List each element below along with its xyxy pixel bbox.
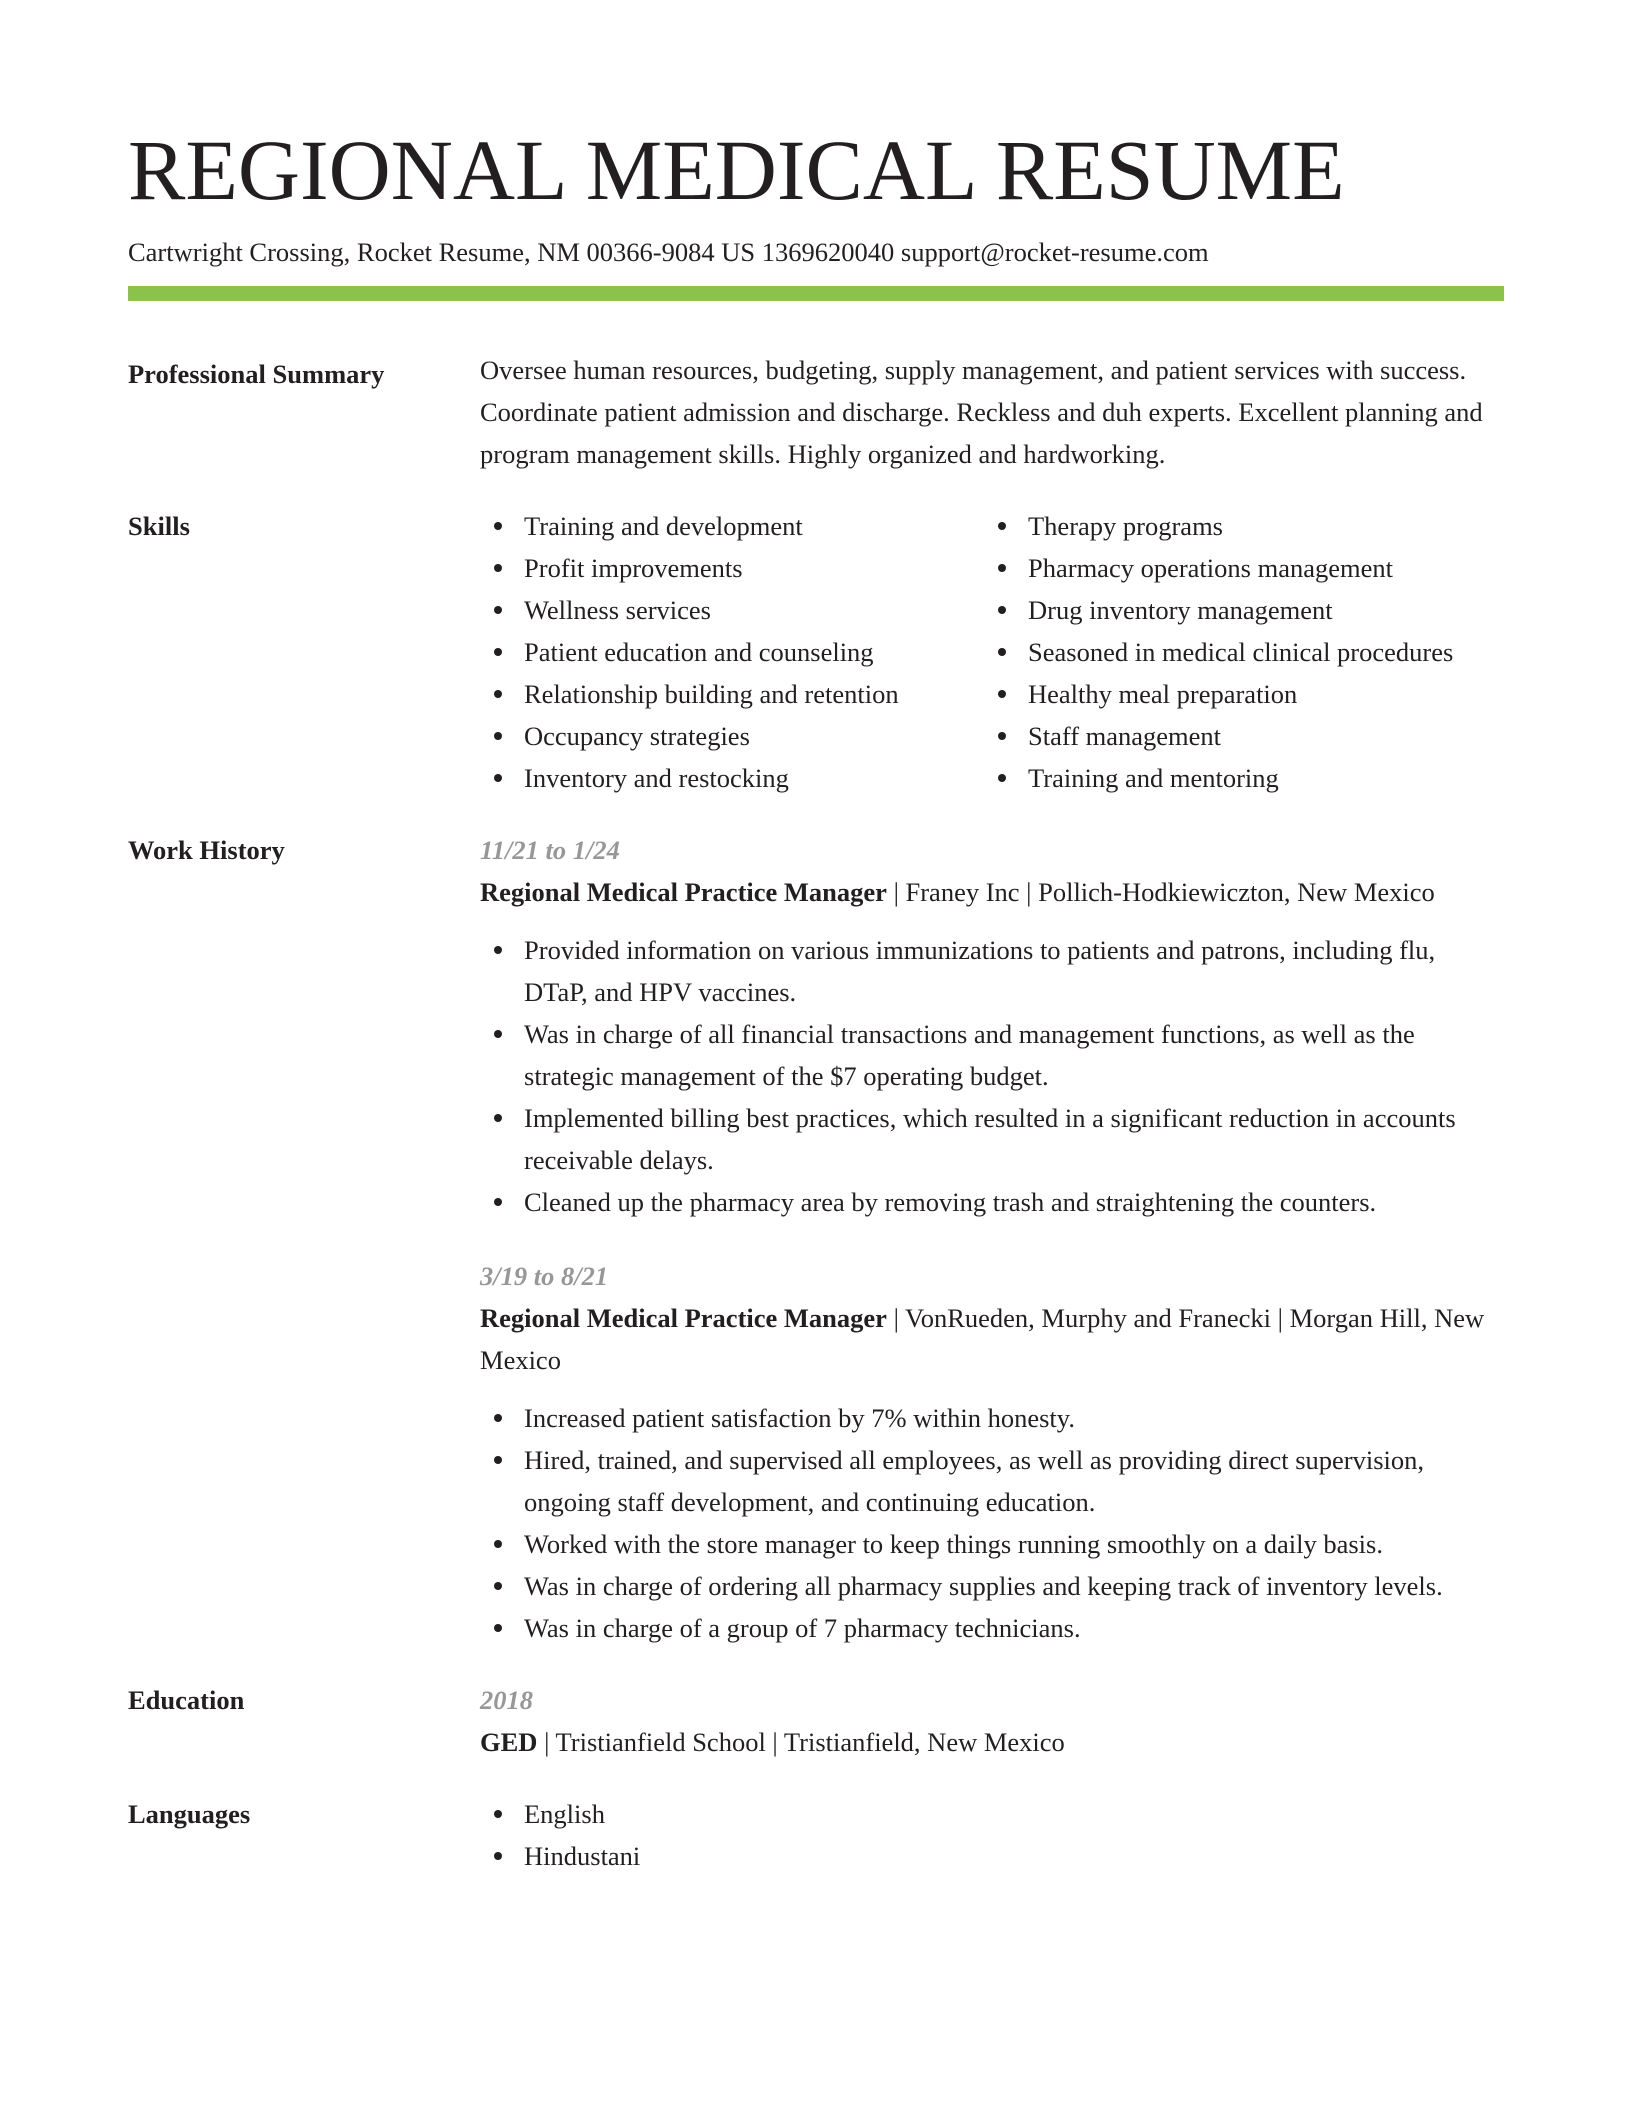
- skill-item: Inventory and restocking: [480, 757, 984, 799]
- job-bullet: Cleaned up the pharmacy area by removing trash and straightening the counters.: [480, 1181, 1504, 1223]
- languages-list: [480, 1793, 1504, 1877]
- job-details: | VonRueden, Murphy and Franecki | Morgan Hill, New Mexico: [480, 1303, 1485, 1375]
- skill-item: Training and mentoring: [984, 757, 1504, 799]
- contact-phone: 1369620040: [761, 237, 895, 267]
- skill-item: Profit improvements: [480, 547, 984, 589]
- language-item: Hindustani: [480, 1835, 1504, 1877]
- job-bullet: Was in charge of a group of 7 pharmacy technicians.: [480, 1607, 1504, 1649]
- education-degree: GED: [480, 1727, 538, 1757]
- skills-column-2: [984, 505, 1504, 799]
- section-label-work-history: Work History: [128, 835, 285, 865]
- section-summary: [128, 353, 1504, 475]
- job-bullet: Was in charge of all financial transactions and management functions, as well as the strategic management of the $7 operating budget.: [480, 1013, 1504, 1097]
- education-details: | Tristianfield School | Tristianfield, New Mexico: [537, 1727, 1065, 1757]
- summary-text: Oversee human resources, budgeting, supply management, and patient services with success. Coordinate patient admission and discharge. Reckless and duh experts. Excellent planning and program management skills. Highly organized and hardworking.: [480, 355, 1483, 469]
- skill-item: Patient education and counseling: [480, 631, 984, 673]
- skill-item: Seasoned in medical clinical procedures: [984, 631, 1504, 673]
- skill-item: Drug inventory management: [984, 589, 1504, 631]
- header-divider: [128, 286, 1504, 301]
- skill-item: Occupancy strategies: [480, 715, 984, 757]
- job-bullet: Provided information on various immunizations to patients and patrons, including flu, DTaP, and HPV vaccines.: [480, 929, 1504, 1013]
- section-work-history: [128, 829, 1504, 1649]
- section-label-education: Education: [128, 1685, 245, 1715]
- resume-page: [128, 118, 1504, 1877]
- job-details: | Franey Inc | Pollich-Hodkiewiczton, New Mexico: [886, 877, 1435, 907]
- job-title: Regional Medical Practice Manager: [480, 1303, 887, 1333]
- job-bullet: Hired, trained, and supervised all employees, as well as providing direct supervision, ongoing staff development, and continuing education.: [480, 1439, 1504, 1523]
- section-label-summary: Professional Summary: [128, 359, 385, 389]
- skill-item: Training and development: [480, 505, 984, 547]
- job-entry: [480, 829, 1504, 1223]
- job-bullet: Was in charge of ordering all pharmacy supplies and keeping track of inventory levels.: [480, 1565, 1504, 1607]
- contact-address: Cartwright Crossing, Rocket Resume, NM 00366-9084 US: [128, 237, 756, 267]
- job-bullet: Implemented billing best practices, which resulted in a significant reduction in accounts receivable delays.: [480, 1097, 1504, 1181]
- skill-item: Relationship building and retention: [480, 673, 984, 715]
- contact-line: [128, 234, 1504, 270]
- skills-column-1: [480, 505, 984, 799]
- job-heading: [480, 1297, 1504, 1381]
- skill-item: Pharmacy operations management: [984, 547, 1504, 589]
- resume-name: REGIONAL MEDICAL RESUME: [128, 122, 1345, 218]
- job-title: Regional Medical Practice Manager: [480, 877, 887, 907]
- section-education: [128, 1679, 1504, 1763]
- section-label-skills: Skills: [128, 511, 190, 541]
- section-label-languages: Languages: [128, 1799, 251, 1829]
- language-item: English: [480, 1793, 1504, 1835]
- job-bullet: Worked with the store manager to keep things running smoothly on a daily basis.: [480, 1523, 1504, 1565]
- job-bullets: [480, 1397, 1504, 1649]
- skill-item: Staff management: [984, 715, 1504, 757]
- section-languages: [128, 1793, 1504, 1877]
- education-heading: [480, 1721, 1504, 1763]
- skill-item: Healthy meal preparation: [984, 673, 1504, 715]
- job-dates: 11/21 to 1/24: [480, 835, 620, 865]
- contact-email[interactable]: support@rocket-resume.com: [900, 237, 1209, 267]
- job-heading: [480, 871, 1504, 913]
- job-dates: 3/19 to 8/21: [480, 1261, 609, 1291]
- section-skills: [128, 505, 1504, 799]
- education-year: 2018: [480, 1685, 533, 1715]
- skill-item: Therapy programs: [984, 505, 1504, 547]
- job-entry: [480, 1255, 1504, 1649]
- job-bullets: [480, 929, 1504, 1223]
- skill-item: Wellness services: [480, 589, 984, 631]
- job-bullet: Increased patient satisfaction by 7% within honesty.: [480, 1397, 1504, 1439]
